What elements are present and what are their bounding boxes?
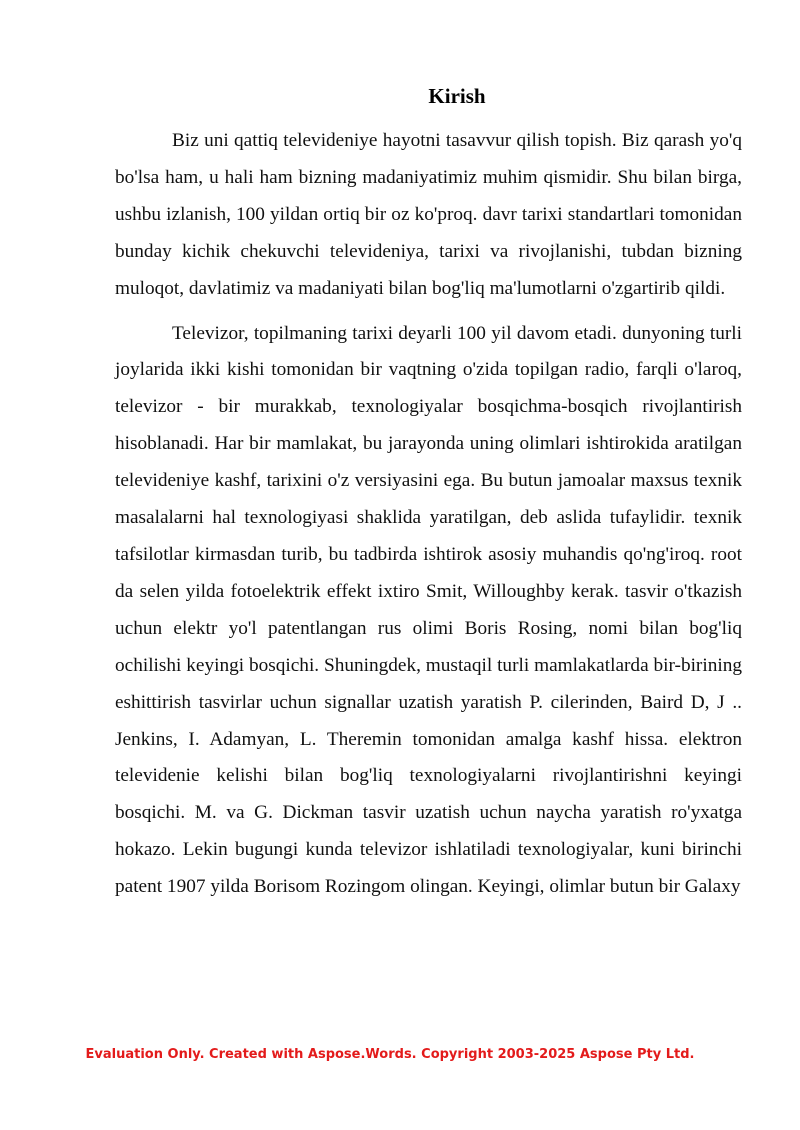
- paragraph: Televizor, topilmaning tarixi deyarli 100 yil davom etadi. dunyoning turli joylarida ikki kishi tomonidan bir vaqtning o'zida topilgan radio, farqli o'laroq, televizor - bir murakkab, texnologiyalar bosqichma-bosqich rivojlantirish hisoblanadi. Har bir mamlakat, bu jarayonda uning olimlari ishtirokida aratilgan televideniye kashf, tarixini o'z versiyasini ega. Bu butun jamoalar maxsus texnik masalalarni hal texnologiyasi shaklida yaratilgan, deb aslida tufaylidir. texnik tafsilotlar kirmasdan turib, bu tadbirda ishtirok asosiy muhandis qo'ng'iroq. root da selen yilda fotoelektrik effekt ixtiro Smit, Willoughby kerak. tasvir o'tkazish uchun elektr yo'l patentlangan rus olimi Boris Rosing, nomi bilan bog'liq ochilishi keyingi bosqichi. Shuningdek, mustaqil turli mamlakatlarda bir-birining eshittirish tasvirlar uchun signallar uzatish yaratish P. cilerinden, Baird D, J .. Jenkins, I. Adamyan, L. Theremin tomonidan amalga kashf hissa. elektron televidenie kelishi bilan bog'liq texnologiyalarni rivojlantirishni keyingi bosqichi. M. va G. Dickman tasvir uzatish uchun naycha yaratish ro'yxatga hokazo. Lekin bugungi kunda televizor ishlatiladi texnologiyalar, kuni birinchi patent 1907 yilda Borisom Rozingom olingan. Keyingi, olimlar butun bir Galaxy: [115, 322, 742, 898]
- document-body: [115, 123, 742, 906]
- section-title: Kirish: [428, 84, 486, 108]
- paragraph: Biz uni qattiq televideniye hayotni tasavvur qilish topish. Biz qarash yo'q bo'lsa ham, u hali ham bizning madaniyatimiz muhim qismidir. Shu bilan birga, ushbu izlanish, 100 yildan ortiq bir oz ko'proq. davr tarixi standartlari tomonidan bunday kichik chekuvchi televideniya, tarixi va rivojlanishi, tubdan bizning muloqot, davlatimiz va madaniyati bilan bog'liq ma'lumotlarni o'zgartirib qildi.: [115, 130, 742, 299]
- evaluation-watermark: Evaluation Only. Created with Aspose.Words. Copyright 2003-2025 Aspose Pty Ltd.: [85, 1047, 695, 1062]
